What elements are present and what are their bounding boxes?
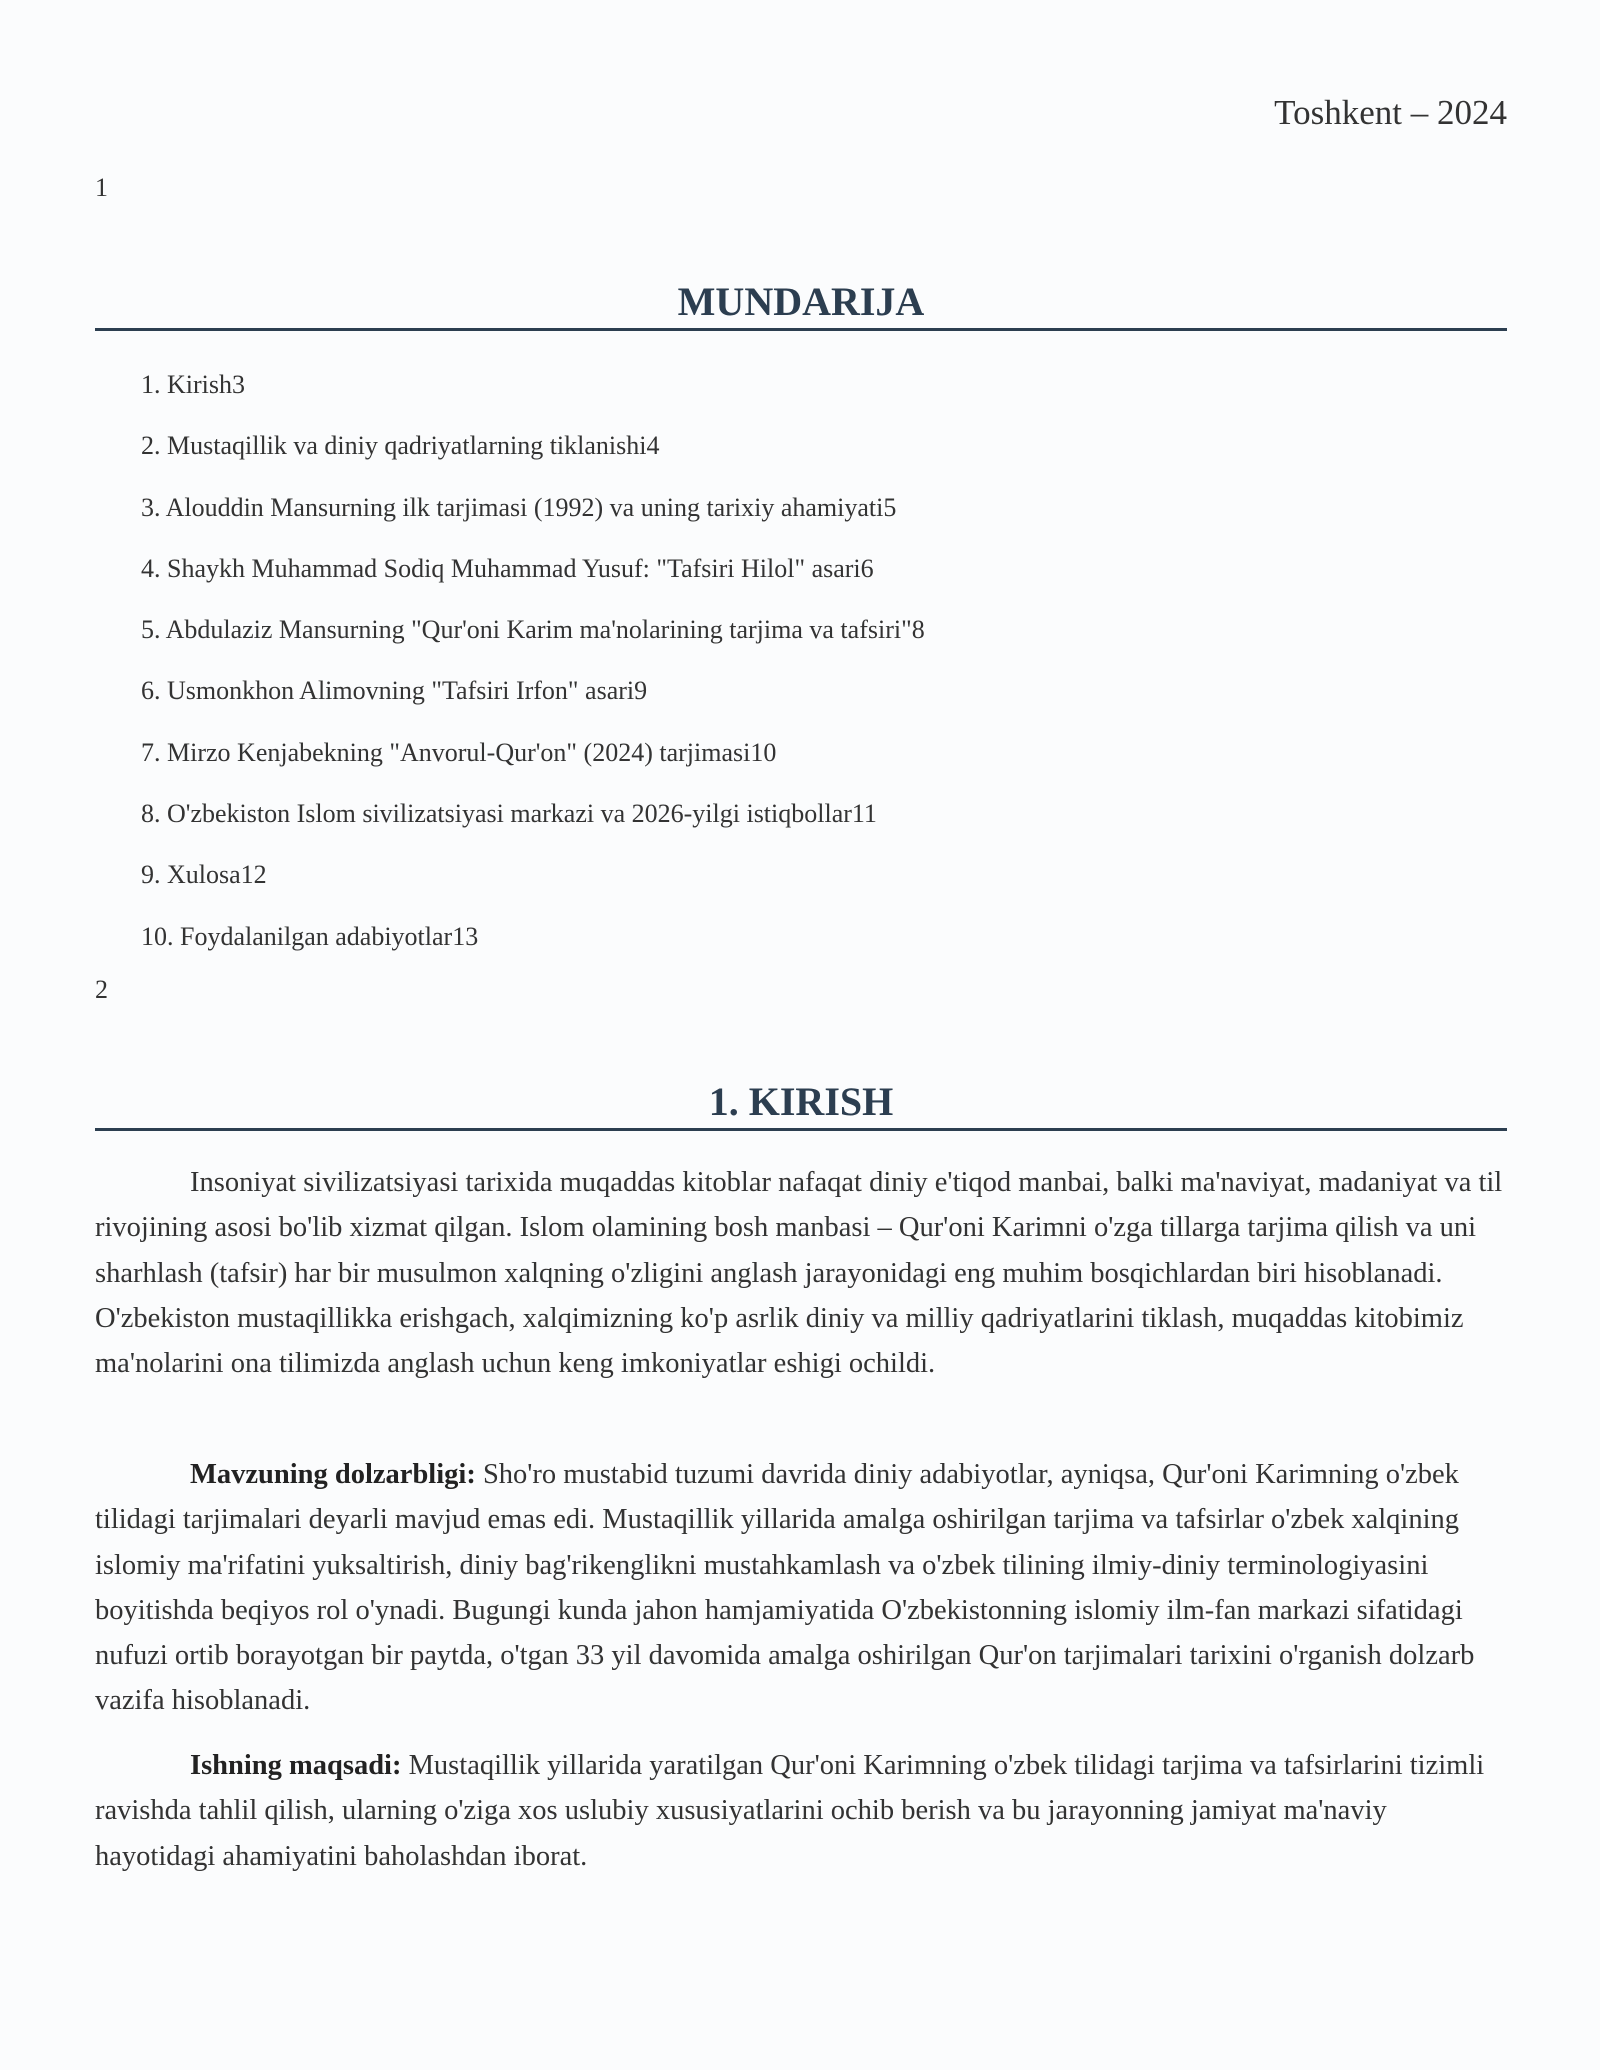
page-number: 1: [95, 173, 108, 202]
toc-item[interactable]: 7. Mirzo Kenjabekning "Anvorul-Qur'on" (2024) tarjimasi10: [141, 737, 777, 767]
toc-item[interactable]: 10. Foydalanilgan adabiyotlar13: [141, 921, 479, 951]
toc-title: MUNDARIJA: [95, 278, 1507, 331]
table-of-contents: [141, 354, 925, 967]
intro-text: Insoniyat sivilizatsiyasi tarixida muqaddas kitoblar nafaqat diniy e'tiqod manbai, balki ma'naviyat, madaniyat va til rivojining asosi bo'lib xizmat qilgan. Islom olamining bosh manbasi – Qur'oni Karimni o'zga tillarga tarjima qilish va uni sharhlash (tafsir) har bir musulmon xalqning o'zligini anglash jarayonidagi eng muhim bosqichlardan biri hisoblanadi. O'zbekiston mustaqillikka erishgach, xalqimizning ko'p asrlik diniy va milliy qadriyatlarini tiklash, muqaddas kitobimiz ma'nolarini ona tilimizda anglash uchun keng imkoniyatlar eshigi ochildi.: [95, 1167, 1503, 1380]
toc-item[interactable]: 3. Alouddin Mansurning ilk tarjimasi (1992) va uning tarixiy ahamiyati5: [141, 492, 897, 522]
relevance-paragraph: [95, 1452, 1507, 1724]
intro-paragraph: [95, 1160, 1507, 1386]
toc-item[interactable]: 1. Kirish3: [141, 370, 245, 399]
page-number: 2: [95, 975, 108, 1004]
toc-item[interactable]: 8. O'zbekiston Islom sivilizatsiyasi markazi va 2026-yilgi istiqbollar11: [141, 799, 877, 829]
section-title: 1. KIRISH: [95, 1078, 1507, 1131]
document-page: [95, 0, 1507, 2070]
aim-text: Mustaqillik yillarida yaratilgan Qur'oni Karimning o'zbek tilidagi tarjima va tafsirlarini tizimli ravishda tahlil qilish, ularning o'ziga xos uslubiy xususiyatlarini ochib berish va bu jarayonning jamiyat ma'naviy hayotidagi ahamiyatini baholashdan iborat.: [95, 1750, 1485, 1872]
toc-item[interactable]: 4. Shaykh Muhammad Sodiq Muhammad Yusuf: "Tafsiri Hilol" asari6: [141, 553, 874, 583]
aim-paragraph: [95, 1743, 1507, 1879]
aim-label: Ishning maqsadi:: [190, 1750, 402, 1781]
cover-city-year: Toshkent – 2024: [1274, 93, 1507, 132]
toc-item[interactable]: 5. Abdulaziz Mansurning "Qur'oni Karim ma'nolarining tarjima va tafsiri"8: [141, 615, 925, 645]
relevance-label: Mavzuning dolzarbligi:: [190, 1459, 476, 1490]
relevance-text: Sho'ro mustabid tuzumi davrida diniy adabiyotlar, ayniqsa, Qur'oni Karimning o'zbek tilidagi tarjimalari deyarli mavjud emas edi. Mustaqillik yillarida amalga oshirilgan tarjima va tafsirlar o'zbek xalqining islomiy ma'rifatini yuksaltirish, diniy bag'rikenglikni mustahkamlash va o'zbek tilining ilmiy-diniy terminologiyasini boyitishda beqiyos rol o'ynadi. Bugungi kunda jahon hamjamiyatida O'zbekistonning islomiy ilm-fan markazi sifatidagi nufuzi ortib borayotgan bir paytda, o'tgan 33 yil davomida amalga oshirilgan Qur'on tarjimalari tarixini o'rganish dolzarb vazifa hisoblanadi.: [95, 1459, 1475, 1717]
toc-item[interactable]: 9. Xulosa12: [141, 860, 267, 890]
toc-item[interactable]: 2. Mustaqillik va diniy qadriyatlarning tiklanishi4: [141, 431, 660, 461]
toc-item[interactable]: 6. Usmonkhon Alimovning "Tafsiri Irfon" asari9: [141, 676, 648, 706]
